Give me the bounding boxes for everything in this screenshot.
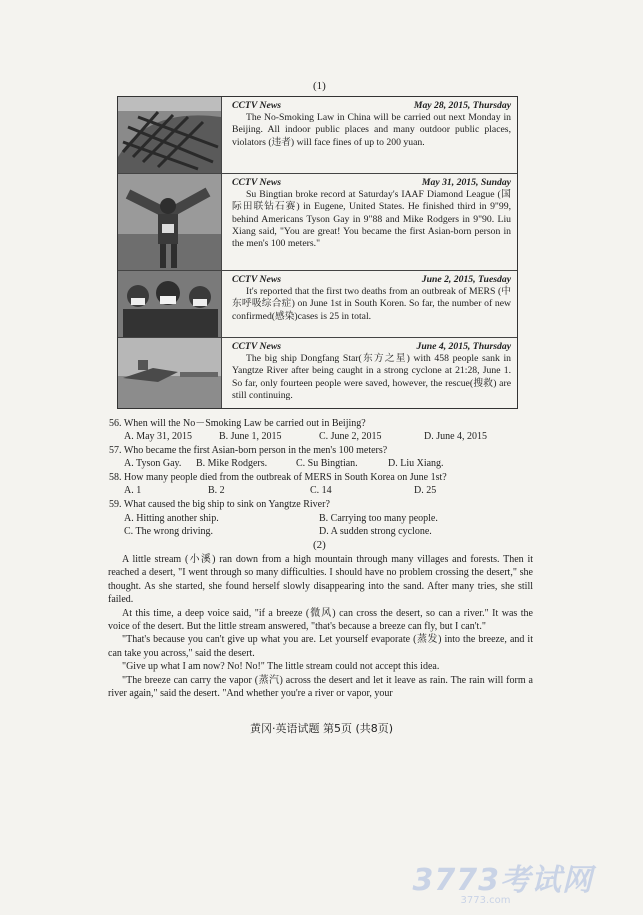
passage-paragraph: At this time, a deep voice said, "if a breeze (微风) can cross the desert, so can a river." It was the voice of the desert. But the little stream answered, "that's because a breeze can fly, but I can't." <box>108 607 533 633</box>
option-b[interactable]: B. 2 <box>208 485 225 496</box>
option-a[interactable]: A. Tyson Gay. <box>124 458 182 469</box>
section-1-heading: (1) <box>313 80 326 92</box>
stadium-photo <box>118 97 222 173</box>
section-2-heading: (2) <box>313 539 326 551</box>
news-body: Su Bingtian broke record at Saturday's IAAF Diamond League (国际田联钻石赛) in Eugene, United States. He finished third in 9"99, behind Americans Tyson Gay in 9"88 and Mike Rodgers in 9"90. Liu Xiang said, "You are great! You became the first Asian-born person in the men's 100 meters." <box>232 189 511 250</box>
watermark-main: 3773考试网 <box>412 863 593 898</box>
option-a[interactable]: A. 1 <box>124 485 142 496</box>
option-c[interactable]: C. The wrong driving. <box>124 526 213 537</box>
news-source: CCTV News <box>232 177 282 188</box>
option-c[interactable]: C. June 2, 2015 <box>319 431 382 442</box>
question-57: 57. Who became the first Asian-born person in the men's 100 meters? <box>109 445 388 456</box>
option-d[interactable]: D. June 4, 2015 <box>424 431 488 442</box>
news-body: The big ship Dongfang Star(东方之星) with 458 people sank in Yangtze River after being caught in a strong cyclone at 21:28, June 1. So far, only fourteen people were saved, however, the rescue(搜救) are still continuing. <box>232 353 511 401</box>
news-date: June 4, 2015, Thursday <box>416 341 511 352</box>
passage-paragraph: "That's because you can't give up what you are. Let yourself evaporate (蒸发) into the breeze, and it can take you across," said the desert. <box>108 634 533 659</box>
option-b[interactable]: B. June 1, 2015 <box>219 431 282 442</box>
page-footer: 黄冈·英语试题 第5页 (共8页) <box>249 722 394 735</box>
passage-paragraph: "The breeze can carry the vapor (蒸汽) across the desert and let it leave as rain. The rain will form a river again," said the desert. "And whether you're a river or vapor, your <box>108 674 533 700</box>
news-row <box>118 97 517 174</box>
athlete-photo <box>118 174 222 270</box>
option-b[interactable]: B. Carrying too many people. <box>319 513 438 524</box>
news-table <box>117 96 518 409</box>
watermark-sub: 3773.com <box>460 895 511 906</box>
ship-photo <box>118 338 222 408</box>
option-b[interactable]: B. Mike Rodgers. <box>196 458 268 469</box>
news-date: May 28, 2015, Thursday <box>413 100 511 111</box>
option-a[interactable]: A. May 31, 2015 <box>124 431 193 442</box>
option-c[interactable]: C. Su Bingtian. <box>296 458 358 469</box>
option-d[interactable]: D. A sudden strong cyclone. <box>319 526 432 537</box>
news-source: CCTV News <box>232 341 282 352</box>
option-a[interactable]: A. Hitting another ship. <box>124 513 219 524</box>
question-58: 58. How many people died from the outbreak of MERS in South Korea on June 1st? <box>109 472 447 483</box>
news-date: May 31, 2015, Sunday <box>421 177 511 188</box>
news-source: CCTV News <box>232 274 282 285</box>
question-59: 59. What caused the big ship to sink on Yangtze River? <box>109 499 330 510</box>
option-d[interactable]: D. Liu Xiang. <box>388 458 444 469</box>
news-row <box>118 271 517 338</box>
passage-paragraph: "Give up what I am now? No! No!" The little stream could not accept this idea. <box>122 661 440 673</box>
reading-passage <box>108 553 533 700</box>
question-56: 56. When will the No－Smoking Law be carried out in Beijing? <box>109 418 366 429</box>
passage-paragraph: A little stream (小溪) ran down from a high mountain through many villages and forests. Then it reached a desert, "I went through so many difficulties. I should have no problem crossing the desert," she thought. As she started, she found herself slowly disappearing into the sand. After many tries, she still failed. <box>108 554 533 606</box>
site-watermark <box>413 855 594 906</box>
news-body: It's reported that the first two deaths from an outbreak of MERS (中东呼吸综合症) on June 1st in South Koren. So far, the number of new confirmed(感染)cases is 25 in total. <box>232 286 511 322</box>
option-c[interactable]: C. 14 <box>310 485 332 496</box>
news-body: The No-Smoking Law in China will be carried out next Monday in Beijing. All indoor public places and many outdoor public places, violators (违者) will face fines of up to 200 yuan. <box>232 112 511 148</box>
news-source: CCTV News <box>232 100 282 111</box>
masked-people-photo <box>118 271 222 337</box>
option-d[interactable]: D. 25 <box>414 485 437 496</box>
news-row <box>118 338 517 408</box>
news-date: June 2, 2015, Tuesday <box>421 274 511 285</box>
news-row <box>118 174 517 271</box>
